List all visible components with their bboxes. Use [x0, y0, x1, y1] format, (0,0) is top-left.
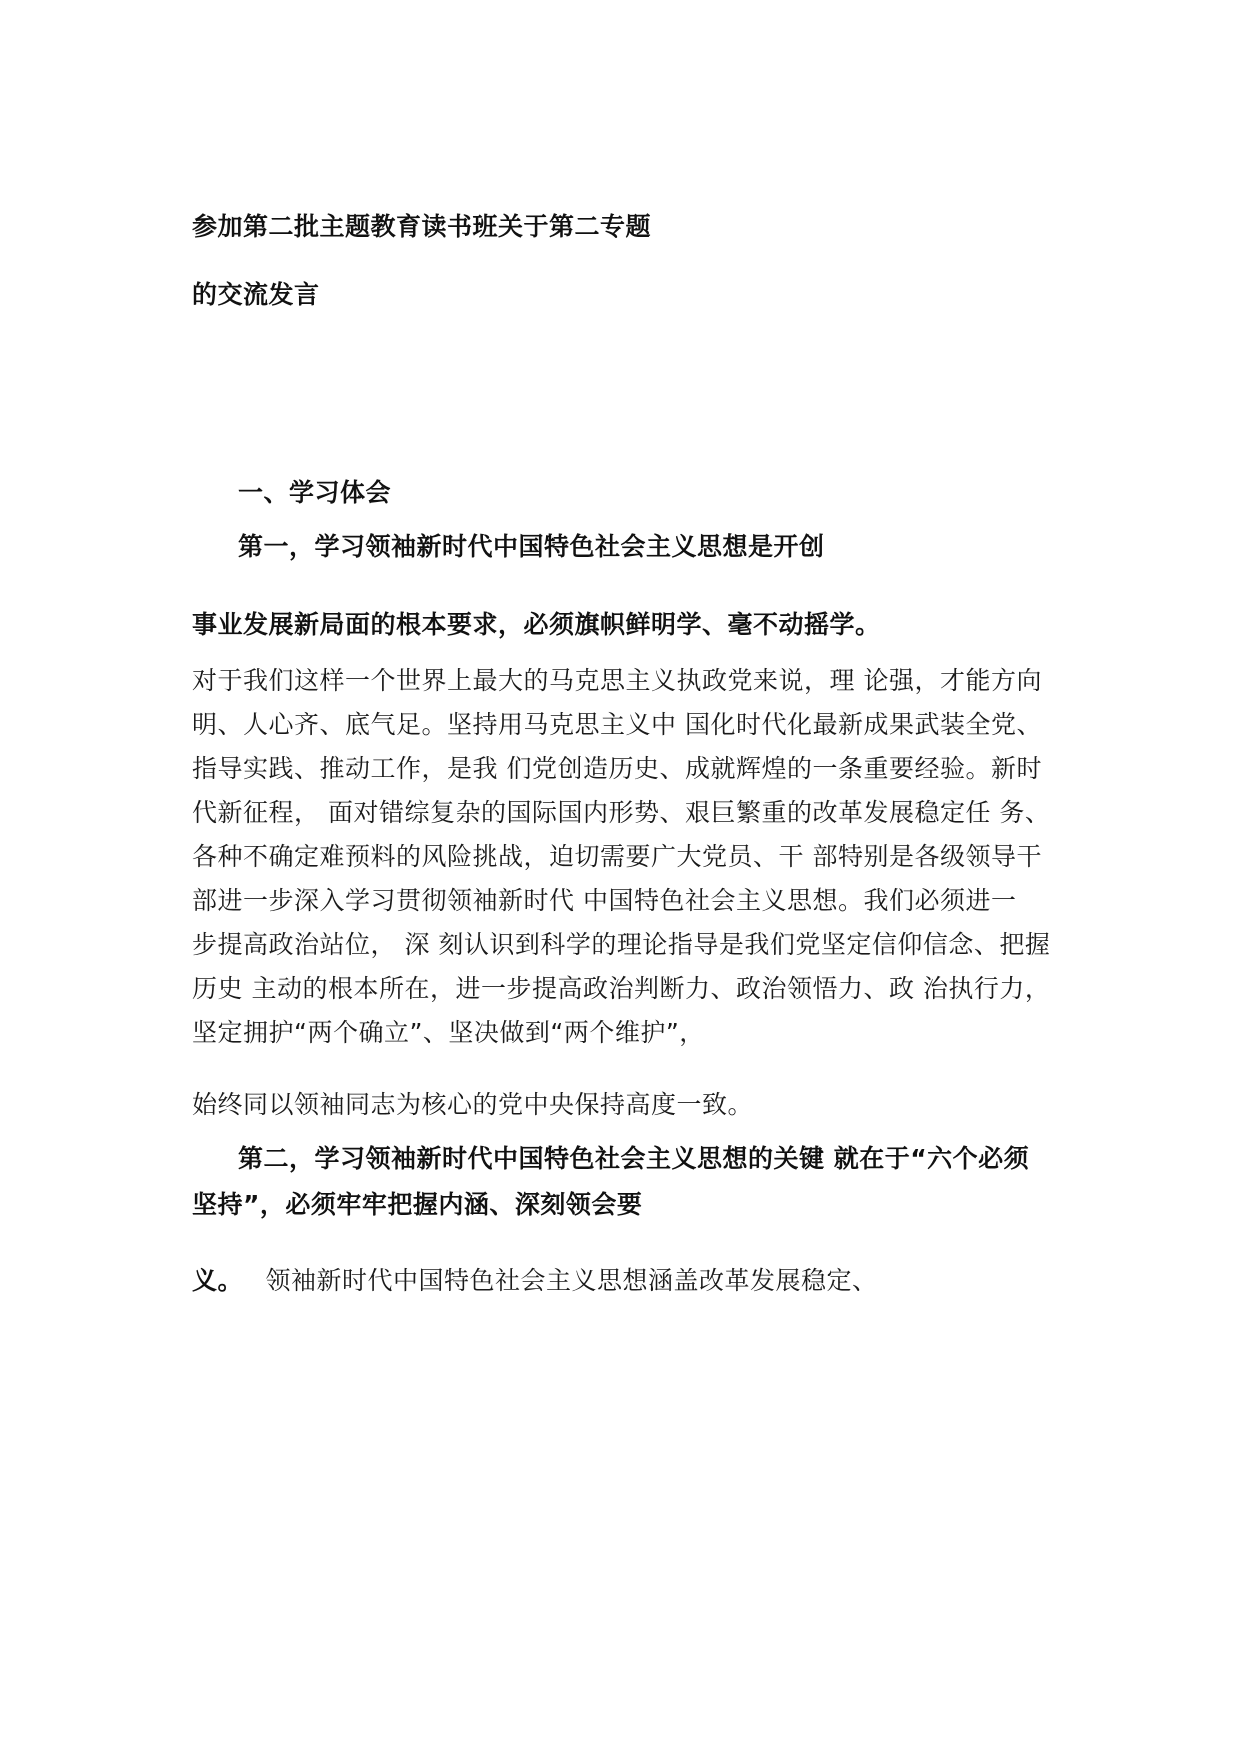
document-title-line-1: 参加第二批主题教育读书班关于第二专题 [192, 212, 652, 241]
point-1-heading-line-1: 第一，学习领袖新时代中国特色社会主义思想是开创 [238, 532, 825, 561]
point-1-body-line: 各种不确定难预料的风险挑战，迫切需要广大党员、干 部特别是各级领导干 [192, 842, 1042, 871]
document-title-line-2: 的交流发言 [192, 280, 320, 309]
point-1-body-line: 部进一步深入学习贯彻领袖新时代 中国特色社会主义思想。我们必须进一 [192, 886, 1017, 915]
point-1-body-line: 对于我们这样一个世界上最大的马克思主义执政党来说，理 论强，才能方向 [192, 666, 1042, 695]
point-1-body-line: 坚定拥护“两个确立”、坚决做到“两个维护”， [192, 1018, 705, 1047]
section-heading-learning: 一、学习体会 [238, 478, 392, 507]
point-1-body-line: 步提高政治站位， 深 刻认识到科学的理论指导是我们党坚定信仰信念、把握 [192, 930, 1051, 959]
point-2-line-3 [192, 1266, 877, 1296]
point-1-body-line: 历史 主动的根本所在，进一步提高政治判断力、政治领悟力、政 治执行力， [192, 974, 1051, 1003]
point-1-body-line: 明、人心齐、底气足。坚持用马克思主义中 国化时代化最新成果武装全党、 [192, 710, 1042, 739]
point-1-heading-line-2: 事业发展新局面的根本要求，必须旗帜鲜明学、毫不动摇学。 [192, 610, 881, 639]
point-2-heading-line-2: 坚持”，必须牢牢把握内涵、深刻领会要 [192, 1190, 643, 1219]
point-2-body-start: 领袖新时代中国特色社会主义思想涵盖改革发展稳定、 [265, 1266, 878, 1295]
point-2-heading-line-1: 第二，学习领袖新时代中国特色社会主义思想的关键 就在于“六个必须 [238, 1144, 1030, 1173]
point-1-body-line: 指导实践、推动工作，是我 们党创造历史、成就辉煌的一条重要经验。新时 [192, 754, 1042, 783]
point-2-heading-end: 义。 [192, 1266, 244, 1295]
point-1-body-line: 代新征程， 面对错综复杂的国际国内形势、艰巨繁重的改革发展稳定任 务、 [192, 798, 1051, 827]
point-1-body-last-line: 始终同以领袖同志为核心的党中央保持高度一致。 [192, 1090, 754, 1119]
